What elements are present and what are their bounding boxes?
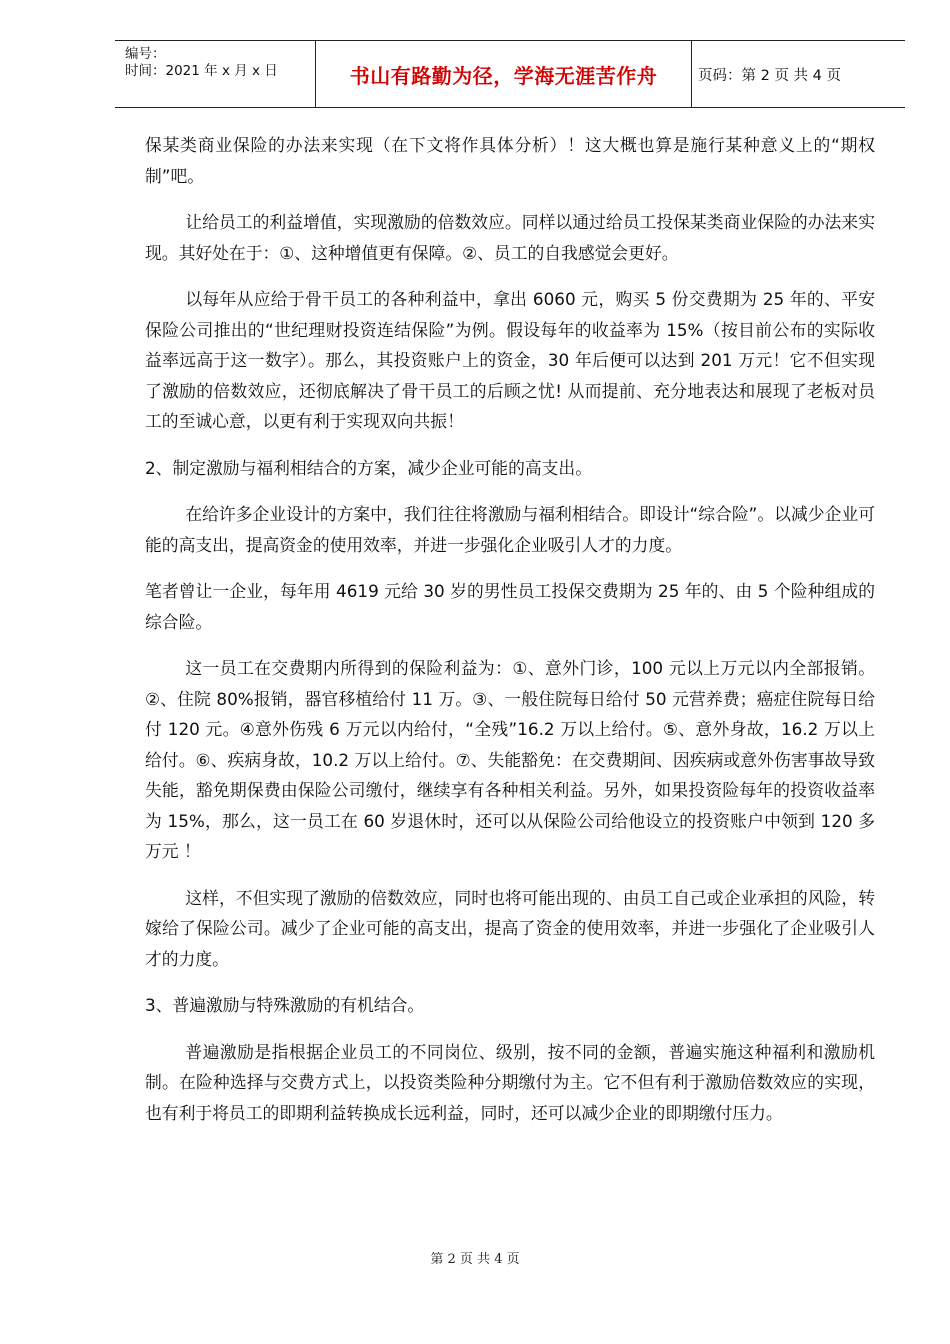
paragraph: 在给许多企业设计的方案中，我们往往将激励与福利相结合。即设计“综合险”。以减少企业可能的高支出，提高资金的使用效率，并进一步强化企业吸引人才的力度。 [145,504,875,555]
paragraph: 笔者曾让一企业，每年用 4619 元给 30 岁的男性员工投保交费期为 25 年的、由 5 个险种组成的综合险。 [145,581,875,632]
paragraph: 这样，不但实现了激励的倍数效应，同时也将可能出现的、由员工自己或企业承担的风险，转嫁给了保险公司。减少了企业可能的高支出，提高了资金的使用效率，并进一步强化了企业吸引人才的力度。 [145,887,875,969]
paragraph: 这一员工在交费期内所得到的保险利益为：①、意外门诊，100 元以上万元以内全部报销。②、住院 80%报销，器官移植给付 11 万。③、一般住院每日给付 50 元营养费；癌症住院每日给付 120 元。④意外伤残 6 万元以内给付，“全残”16.2 万以上给付。⑤、意外身故，16.2 万以上给付。⑥、疾病身故，10.2 万以上给付。⑦、失能豁免：在交费期间、因疾病或意外伤害事故导致失能，豁免期保费由保险公司缴付，继续享有各种相关利益。另外，如果投资险每年的投资收益率为 15%，那么，这一员工在 60 岁退休时，还可以从保险公司给他设立的投资账户中领到 120 多万元 ！ [145,658,875,861]
page-header [115,40,905,108]
time-label: 时间：2021 年 x 月 x 日 [125,63,278,79]
paragraph: 保某类商业保险的办法来实现（在下文将作具体分析）！这大概也算是施行某种意义上的“期权制”吧。 [145,135,875,186]
page-footer: 第 2 页 共 4 页 [430,1252,520,1267]
number-label: 编号： [125,46,166,62]
header-page-label: 页码：第 2 页 共 4 页 [698,67,841,84]
header-meta [115,41,315,107]
header-motto: 书山有路勤为径，学海无涯苦作舟 [315,41,692,107]
paragraph: 普遍激励是指根据企业员工的不同岗位、级别，按不同的金额，普遍实施这种福利和激励机制。在险种选择与交费方式上，以投资类险种分期缴付为主。它不但有利于激励倍数效应的实现，也有利于将员工的即期利益转换成长远利益，同时，还可以减少企业的即期缴付压力。 [145,1041,875,1123]
section-heading: 2、制定激励与福利相结合的方案，减少企业可能的高支出。 [145,457,592,478]
document-body [145,130,875,1144]
paragraph: 以每年从应给于骨干员工的各种利益中，拿出 6060 元，购买 5 份交费期为 25 年的、平安保险公司推出的“世纪理财投资连结保险”为例。假设每年的收益率为 15%（按目前公布的实际收益率远高于这一数字）。那么，其投资账户上的资金，30 年后便可以达到 201 万元！它不但实现了激励的倍数效应，还彻底解决了骨干员工的后顾之忧! 从而提前、充分地表达和展现了老板对员工的至诚心意，以更有利于实现双向共振！ [145,289,875,431]
section-heading: 3、普遍激励与特殊激励的有机结合。 [145,995,425,1015]
paragraph: 让给员工的利益增值，实现激励的倍数效应。同样以通过给员工投保某类商业保险的办法来实现。其好处在于：①、这种增值更有保障。②、员工的自我感觉会更好。 [145,212,875,263]
